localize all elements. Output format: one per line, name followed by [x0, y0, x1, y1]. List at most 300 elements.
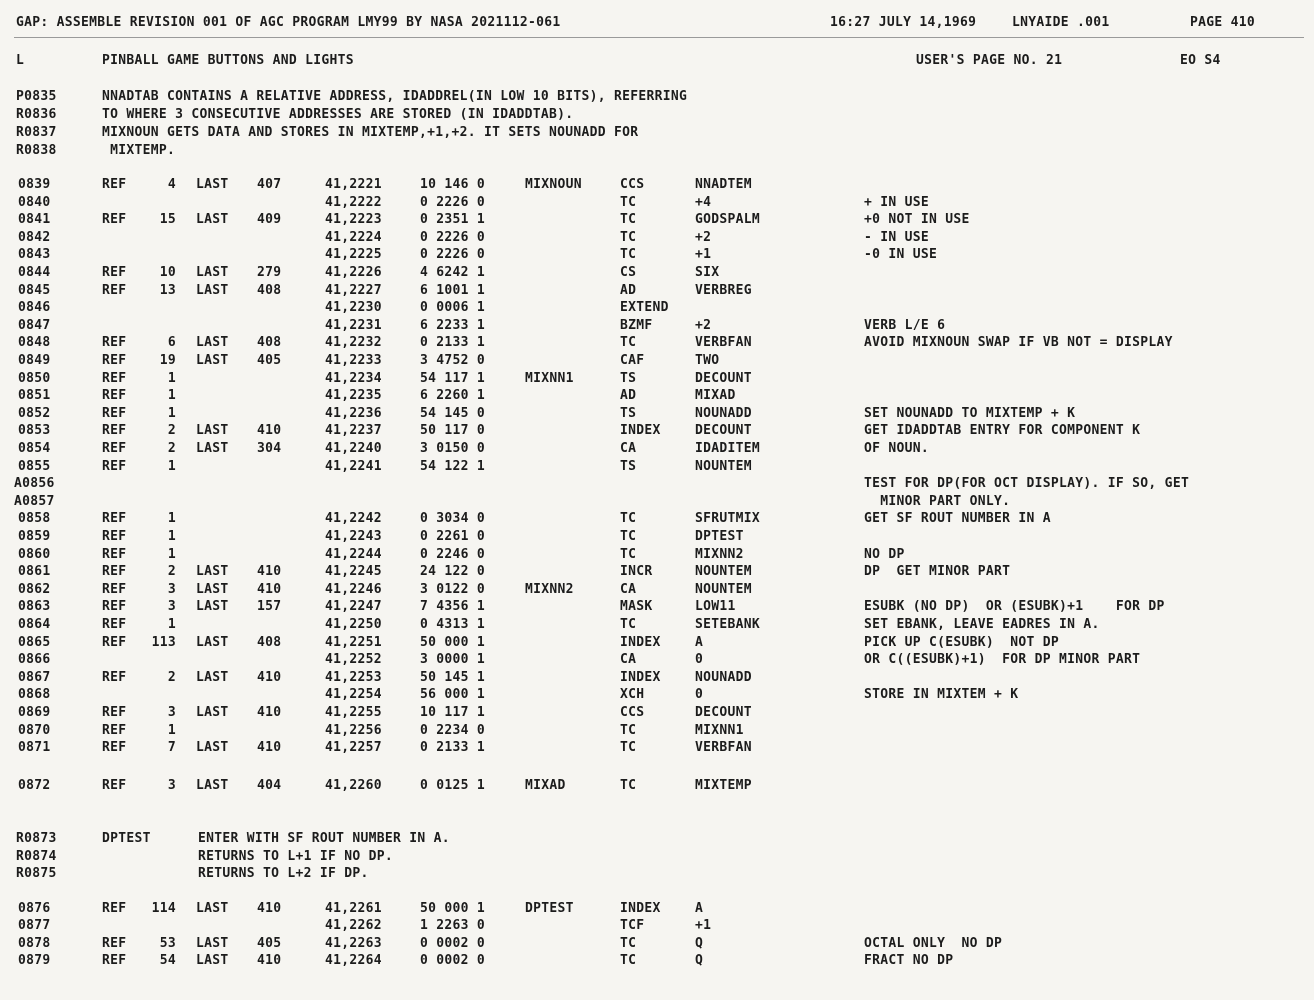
last-page: 410: [257, 901, 282, 916]
line-number: R0875: [16, 866, 57, 881]
address: 41,2233: [325, 353, 382, 368]
remark-text: TEST FOR DP(FOR OCT DISPLAY). IF SO, GET: [864, 476, 1190, 491]
comment: - IN USE: [864, 230, 930, 245]
opcode: CA: [620, 441, 637, 456]
opcode: EXTEND: [620, 300, 669, 315]
ref-count: 2: [167, 564, 176, 579]
line-number: 0846: [18, 300, 51, 315]
section-title: PINBALL GAME BUTTONS AND LIGHTS: [102, 53, 354, 68]
line-number: 0843: [18, 247, 51, 262]
code-line: [0, 405, 1314, 423]
last-keyword: LAST: [196, 353, 229, 368]
ref-count: 3: [167, 705, 176, 720]
ref-keyword: REF: [102, 582, 127, 597]
octal-code: 0 2133 1: [420, 740, 486, 755]
code-line: [0, 528, 1314, 546]
octal-code: 0 2261 0: [420, 529, 486, 544]
code-line: [0, 917, 1314, 935]
comment: SET NOUNADD TO MIXTEMP + K: [864, 406, 1076, 421]
remark-line: [0, 493, 1314, 511]
ref-count: 4: [167, 177, 176, 192]
header-rule: [14, 37, 1304, 38]
ref-keyword: REF: [102, 617, 127, 632]
last-page: 407: [257, 177, 282, 192]
operand: +2: [695, 318, 712, 333]
label: MIXNN1: [525, 371, 574, 386]
code-line: [0, 634, 1314, 652]
address: 41,2240: [325, 441, 382, 456]
opcode: INDEX: [620, 670, 661, 685]
ref-count: 53: [159, 936, 176, 951]
ref-count: 1: [167, 459, 176, 474]
code-line: [0, 352, 1314, 370]
last-page: 410: [257, 564, 282, 579]
octal-code: 0 2351 1: [420, 212, 486, 227]
ref-count: 54: [159, 953, 176, 968]
operand: +1: [695, 247, 712, 262]
operand: LOW11: [695, 599, 736, 614]
ref-keyword: REF: [102, 388, 127, 403]
code-line: [0, 616, 1314, 634]
opcode: AD: [620, 388, 637, 403]
octal-code: 0 4313 1: [420, 617, 486, 632]
operand: Q: [695, 953, 704, 968]
last-keyword: LAST: [196, 705, 229, 720]
address: 41,2234: [325, 371, 382, 386]
last-keyword: LAST: [196, 901, 229, 916]
remark-text: NNADTAB CONTAINS A RELATIVE ADDRESS, IDADDREL(IN LOW 10 BITS), REFERRING: [102, 89, 688, 104]
users-page-number: USER'S PAGE NO. 21: [916, 53, 1063, 68]
address: 41,2226: [325, 265, 382, 280]
remark-line: [0, 475, 1314, 493]
code-line: [0, 440, 1314, 458]
ref-keyword: REF: [102, 740, 127, 755]
line-number: 0850: [18, 371, 51, 386]
comment: DP GET MINOR PART: [864, 564, 1011, 579]
address: 41,2244: [325, 547, 382, 562]
ref-keyword: REF: [102, 353, 127, 368]
assembly-title: GAP: ASSEMBLE REVISION 001 OF AGC PROGRAM LMY99 BY NASA 2021112-061: [16, 15, 561, 30]
operand: MIXTEMP: [695, 778, 752, 793]
label: MIXNOUN: [525, 177, 582, 192]
code-line: [0, 194, 1314, 212]
code-line: [0, 739, 1314, 757]
address: 41,2241: [325, 459, 382, 474]
line-number: 0855: [18, 459, 51, 474]
last-page: 410: [257, 582, 282, 597]
code-line: [0, 211, 1314, 229]
opcode: CA: [620, 652, 637, 667]
code-line: [0, 510, 1314, 528]
ref-keyword: REF: [102, 635, 127, 650]
ref-count: 13: [159, 283, 176, 298]
code-line: [0, 317, 1314, 335]
ref-count: 1: [167, 371, 176, 386]
comment: FRACT NO DP: [864, 953, 954, 968]
octal-code: 0 2246 0: [420, 547, 486, 562]
remark-line: [0, 848, 1314, 866]
eo-code: EO S4: [1180, 53, 1221, 68]
address: 41,2223: [325, 212, 382, 227]
address: 41,2262: [325, 918, 382, 933]
opcode: TC: [620, 936, 637, 951]
code-line: [0, 546, 1314, 564]
ref-count: 3: [167, 599, 176, 614]
line-number: 0860: [18, 547, 51, 562]
remark-text: TO WHERE 3 CONSECUTIVE ADDRESSES ARE STORED (IN IDADDTAB).: [102, 107, 574, 122]
remark-line: [0, 124, 1314, 142]
operand: +1: [695, 918, 712, 933]
address: 41,2261: [325, 901, 382, 916]
comment: +0 NOT IN USE: [864, 212, 970, 227]
code-line: [0, 900, 1314, 918]
last-page: 410: [257, 953, 282, 968]
opcode: INCR: [620, 564, 653, 579]
remark-text: MIXNOUN GETS DATA AND STORES IN MIXTEMP,+1,+2. IT SETS NOUNADD FOR: [102, 125, 639, 140]
last-page: 408: [257, 335, 282, 350]
remark-text: RETURNS TO L+1 IF NO DP.: [198, 849, 394, 864]
last-page: 410: [257, 670, 282, 685]
code-line: [0, 458, 1314, 476]
ref-count: 1: [167, 547, 176, 562]
operand: MIXNN2: [695, 547, 744, 562]
comment: PICK UP C(ESUBK) NOT DP: [864, 635, 1060, 650]
line-number: 0845: [18, 283, 51, 298]
last-keyword: LAST: [196, 936, 229, 951]
opcode: TC: [620, 511, 637, 526]
opcode: TC: [620, 547, 637, 562]
line-number: R0838: [16, 143, 57, 158]
octal-code: 0 0006 1: [420, 300, 486, 315]
ref-keyword: REF: [102, 723, 127, 738]
operand: +2: [695, 230, 712, 245]
operand: TWO: [695, 353, 720, 368]
list-mark: L: [16, 53, 25, 68]
page-number: PAGE 410: [1190, 15, 1256, 30]
address: 41,2236: [325, 406, 382, 421]
remark-line: [0, 106, 1314, 124]
opcode: CCS: [620, 705, 645, 720]
operand: SIX: [695, 265, 720, 280]
code-line: [0, 581, 1314, 599]
line-number: R0836: [16, 107, 57, 122]
ref-keyword: REF: [102, 459, 127, 474]
ref-count: 2: [167, 423, 176, 438]
ref-keyword: REF: [102, 212, 127, 227]
line-number: 0869: [18, 705, 51, 720]
operand: VERBFAN: [695, 335, 752, 350]
address: 41,2256: [325, 723, 382, 738]
address: 41,2260: [325, 778, 382, 793]
line-number: 0839: [18, 177, 51, 192]
opcode: CS: [620, 265, 637, 280]
address: 41,2235: [325, 388, 382, 403]
octal-code: 24 122 0: [420, 564, 486, 579]
line-number: 0867: [18, 670, 51, 685]
last-page: 410: [257, 705, 282, 720]
operand: +4: [695, 195, 712, 210]
ref-count: 2: [167, 441, 176, 456]
opcode: TC: [620, 230, 637, 245]
octal-code: 6 2233 1: [420, 318, 486, 333]
last-page: 410: [257, 740, 282, 755]
operand: 0: [695, 652, 704, 667]
octal-code: 0 0002 0: [420, 953, 486, 968]
octal-code: 0 2226 0: [420, 230, 486, 245]
ref-keyword: REF: [102, 670, 127, 685]
opcode: TC: [620, 335, 637, 350]
code-line: [0, 669, 1314, 687]
line-number: 0863: [18, 599, 51, 614]
operand: GODSPALM: [695, 212, 761, 227]
octal-code: 54 122 1: [420, 459, 486, 474]
operand: NOUNTEM: [695, 564, 752, 579]
assembly-datetime: 16:27 JULY 14,1969: [830, 15, 977, 30]
address: 41,2242: [325, 511, 382, 526]
operand: NOUNADD: [695, 670, 752, 685]
code-line: [0, 246, 1314, 264]
comment: OCTAL ONLY NO DP: [864, 936, 1003, 951]
last-page: 410: [257, 423, 282, 438]
ref-keyword: REF: [102, 406, 127, 421]
address: 41,2251: [325, 635, 382, 650]
operand: VERBREG: [695, 283, 752, 298]
code-line: [0, 598, 1314, 616]
code-line: [0, 229, 1314, 247]
last-keyword: LAST: [196, 212, 229, 227]
line-number: R0873: [16, 831, 57, 846]
last-page: 409: [257, 212, 282, 227]
address: 41,2232: [325, 335, 382, 350]
line-number: 0851: [18, 388, 51, 403]
ref-keyword: REF: [102, 599, 127, 614]
operand: SFRUTMIX: [695, 511, 761, 526]
operand: A: [695, 635, 704, 650]
line-number: 0871: [18, 740, 51, 755]
opcode: AD: [620, 283, 637, 298]
last-page: 408: [257, 283, 282, 298]
comment: OF NOUN.: [864, 441, 930, 456]
line-number: 0861: [18, 564, 51, 579]
ref-keyword: REF: [102, 953, 127, 968]
octal-code: 3 4752 0: [420, 353, 486, 368]
operand: NOUNADD: [695, 406, 752, 421]
ref-count: 2: [167, 670, 176, 685]
remark-text: MINOR PART ONLY.: [864, 494, 1011, 509]
line-number: 0852: [18, 406, 51, 421]
assembly-user: LNYAIDE .001: [1012, 15, 1110, 30]
octal-code: 50 117 0: [420, 423, 486, 438]
comment: STORE IN MIXTEM + K: [864, 687, 1019, 702]
ref-keyword: REF: [102, 778, 127, 793]
last-keyword: LAST: [196, 635, 229, 650]
operand: DECOUNT: [695, 423, 752, 438]
last-page: 304: [257, 441, 282, 456]
comment: AVOID MIXNOUN SWAP IF VB NOT = DISPLAY: [864, 335, 1173, 350]
ref-count: 7: [167, 740, 176, 755]
line-number: 0878: [18, 936, 51, 951]
line-number: P0835: [16, 89, 57, 104]
octal-code: 0 2226 0: [420, 195, 486, 210]
ref-keyword: REF: [102, 371, 127, 386]
code-line: [0, 334, 1314, 352]
octal-code: 0 2226 0: [420, 247, 486, 262]
octal-code: 0 0002 0: [420, 936, 486, 951]
opcode: MASK: [620, 599, 653, 614]
remark-line: [0, 830, 1314, 848]
ref-keyword: REF: [102, 441, 127, 456]
line-number: 0879: [18, 953, 51, 968]
comment: GET SF ROUT NUMBER IN A: [864, 511, 1051, 526]
last-keyword: LAST: [196, 177, 229, 192]
opcode: TS: [620, 459, 637, 474]
ref-count: 1: [167, 406, 176, 421]
opcode: TC: [620, 617, 637, 632]
ref-count: 15: [159, 212, 176, 227]
line-number: A0856: [14, 476, 55, 491]
address: 41,2222: [325, 195, 382, 210]
comment: + IN USE: [864, 195, 930, 210]
comment: -0 IN USE: [864, 247, 938, 262]
octal-code: 54 145 0: [420, 406, 486, 421]
line-number: 0864: [18, 617, 51, 632]
code-line: [0, 704, 1314, 722]
ref-count: 10: [159, 265, 176, 280]
operand: 0: [695, 687, 704, 702]
ref-count: 1: [167, 529, 176, 544]
last-page: 157: [257, 599, 282, 614]
operand: Q: [695, 936, 704, 951]
ref-keyword: REF: [102, 265, 127, 280]
line-number: A0857: [14, 494, 55, 509]
opcode: TC: [620, 740, 637, 755]
ref-count: 1: [167, 511, 176, 526]
remark-line: [0, 865, 1314, 883]
octal-code: 7 4356 1: [420, 599, 486, 614]
line-number: 0847: [18, 318, 51, 333]
address: 41,2243: [325, 529, 382, 544]
operand: SETEBANK: [695, 617, 761, 632]
ref-count: 6: [167, 335, 176, 350]
opcode: INDEX: [620, 423, 661, 438]
last-page: 404: [257, 778, 282, 793]
operand: MIXAD: [695, 388, 736, 403]
address: 41,2245: [325, 564, 382, 579]
line-number: 0866: [18, 652, 51, 667]
opcode: TC: [620, 247, 637, 262]
opcode: TC: [620, 778, 637, 793]
last-page: 405: [257, 936, 282, 951]
last-keyword: LAST: [196, 283, 229, 298]
line-number: 0870: [18, 723, 51, 738]
line-number: 0849: [18, 353, 51, 368]
line-number: 0848: [18, 335, 51, 350]
label: DPTEST: [525, 901, 574, 916]
address: 41,2221: [325, 177, 382, 192]
ref-count: 1: [167, 723, 176, 738]
remark-text: ENTER WITH SF ROUT NUMBER IN A.: [198, 831, 450, 846]
comment: OR C((ESUBK)+1) FOR DP MINOR PART: [864, 652, 1141, 667]
ref-count: 114: [151, 901, 176, 916]
octal-code: 50 000 1: [420, 635, 486, 650]
remark-text: RETURNS TO L+2 IF DP.: [198, 866, 369, 881]
last-keyword: LAST: [196, 265, 229, 280]
octal-code: 3 0150 0: [420, 441, 486, 456]
line-number: 0868: [18, 687, 51, 702]
ref-keyword: REF: [102, 705, 127, 720]
label: MIXNN2: [525, 582, 574, 597]
ref-keyword: REF: [102, 529, 127, 544]
octal-code: 50 000 1: [420, 901, 486, 916]
address: 41,2255: [325, 705, 382, 720]
address: 41,2246: [325, 582, 382, 597]
header-line: [0, 14, 1314, 32]
octal-code: 0 2234 0: [420, 723, 486, 738]
code-line: [0, 176, 1314, 194]
remark-line: [0, 88, 1314, 106]
last-page: 279: [257, 265, 282, 280]
remark-line: [0, 142, 1314, 160]
octal-code: 50 145 1: [420, 670, 486, 685]
opcode: TC: [620, 195, 637, 210]
line-number: R0874: [16, 849, 57, 864]
octal-code: 0 3034 0: [420, 511, 486, 526]
ref-keyword: REF: [102, 335, 127, 350]
address: 41,2237: [325, 423, 382, 438]
last-keyword: LAST: [196, 740, 229, 755]
last-keyword: LAST: [196, 564, 229, 579]
address: 41,2230: [325, 300, 382, 315]
ref-count: 113: [151, 635, 176, 650]
opcode: CA: [620, 582, 637, 597]
operand: A: [695, 901, 704, 916]
operand: NOUNTEM: [695, 582, 752, 597]
line-number: 0844: [18, 265, 51, 280]
ref-count: 3: [167, 778, 176, 793]
address: 41,2263: [325, 936, 382, 951]
address: 41,2254: [325, 687, 382, 702]
octal-code: 1 2263 0: [420, 918, 486, 933]
ref-keyword: REF: [102, 423, 127, 438]
address: 41,2225: [325, 247, 382, 262]
label: MIXAD: [525, 778, 566, 793]
code-line: [0, 777, 1314, 795]
ref-count: 19: [159, 353, 176, 368]
ref-keyword: REF: [102, 511, 127, 526]
code-line: [0, 651, 1314, 669]
octal-code: 10 146 0: [420, 177, 486, 192]
ref-count: 1: [167, 617, 176, 632]
opcode: BZMF: [620, 318, 653, 333]
ref-keyword: REF: [102, 564, 127, 579]
opcode: INDEX: [620, 635, 661, 650]
code-line: [0, 722, 1314, 740]
opcode: XCH: [620, 687, 645, 702]
line-number: 0859: [18, 529, 51, 544]
octal-code: 4 6242 1: [420, 265, 486, 280]
last-keyword: LAST: [196, 582, 229, 597]
line-number: 0853: [18, 423, 51, 438]
line-number: 0840: [18, 195, 51, 210]
address: 41,2253: [325, 670, 382, 685]
ref-keyword: REF: [102, 936, 127, 951]
address: 41,2257: [325, 740, 382, 755]
line-number: 0876: [18, 901, 51, 916]
ref-count: 3: [167, 582, 176, 597]
octal-code: 6 1001 1: [420, 283, 486, 298]
line-number: 0842: [18, 230, 51, 245]
last-keyword: LAST: [196, 335, 229, 350]
